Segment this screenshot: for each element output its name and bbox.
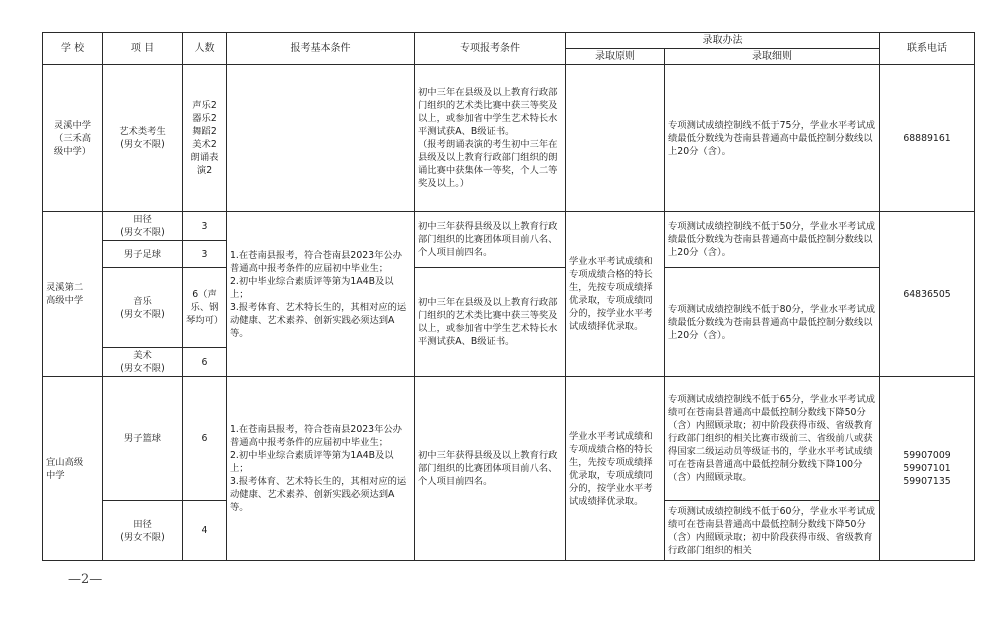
header-admission-principle: 录取原则	[566, 49, 665, 65]
count-cell: 6	[183, 377, 227, 501]
header-phone: 联系电话	[880, 33, 975, 65]
project-cell: 男子足球	[103, 241, 183, 268]
phone-cell: 68889161	[880, 65, 975, 212]
count-cell: 4	[183, 501, 227, 561]
special-conditions-cell: 初中三年获得县级及以上教育行政部门组织的比赛团体项目前八名、个人项目前四名。	[415, 377, 566, 561]
principle-cell	[566, 65, 665, 212]
project-cell: 艺术类考生 (男女不限)	[103, 65, 183, 212]
basic-conditions-cell: 1.在苍南县报考，符合苍南县2023年公办普通高中报考条件的应届初中毕业生； 2.初中毕业综合素质评等第为1A4B及以上； 3.报考体育、艺术特长生的，其相对应的运动健康、艺术素养、创新实践必须达到A等。	[227, 212, 415, 377]
school-name: 宜山高级 中学	[43, 377, 103, 561]
principle-cell: 学业水平考试成绩和专项成绩合格的特长生，先按专项成绩择优录取，专项成绩同分的，按学业水平考试成绩择优录取。	[566, 377, 665, 561]
header-basic-conditions: 报考基本条件	[227, 33, 415, 65]
count-cell: 6	[183, 348, 227, 377]
header-admission-method: 录取办法	[566, 33, 880, 49]
project-cell: 音乐 (男女不限)	[103, 268, 183, 348]
count-cell: 3	[183, 241, 227, 268]
phone-cell: 64836505	[880, 212, 975, 377]
project-cell: 美术 (男女不限)	[103, 348, 183, 377]
school-name: 灵溪中学 （三禾高 级中学）	[43, 65, 103, 212]
special-conditions-cell: 初中三年在县级及以上教育行政部门组织的艺术类比赛中获三等奖及以上，或参加省中学生艺术特长水平测试获A、B级证书。 （报考朗诵表演的考生初中三年在县级及以上教育行政部门组织的朗诵比赛中获集体一等奖，个人二等奖及以上。）	[415, 65, 566, 212]
rules-cell: 专项测试成绩控制线不低于50分，学业水平考试成绩最低分数线为苍南县普通高中最低控制分数线以上20分（含）。	[665, 212, 880, 268]
admission-table	[42, 32, 975, 561]
special-conditions-cell: 初中三年在县级及以上教育行政部门组织的艺术类比赛中获三等奖及以上，或参加省中学生艺术特长水平测试获A、B级证书。	[415, 268, 566, 377]
page-number: —2—	[68, 572, 103, 587]
header-count: 人数	[183, 33, 227, 65]
basic-conditions-cell: 1.在苍南县报考，符合苍南县2023年公办普通高中报考条件的应届初中毕业生； 2.初中毕业综合素质评等第为1A4B及以上； 3.报考体育、艺术特长生的，其相对应的运动健康、艺术素养、创新实践必须达到A等。	[227, 377, 415, 561]
project-cell: 田径 (男女不限)	[103, 212, 183, 241]
rules-cell: 专项测试成绩控制线不低于60分，学业水平考试成绩可在苍南县普通高中最低控制分数线下降50分（含）内照顾录取；初中阶段获得市级、省级教育行政部门组织的相关	[665, 501, 880, 561]
school-name: 灵溪第二 高级中学	[43, 212, 103, 377]
phone-cell: 59907009 59907101 59907135	[880, 377, 975, 561]
header-special-conditions: 专项报考条件	[415, 33, 566, 65]
rules-cell: 专项测试成绩控制线不低于75分，学业水平考试成绩最低分数线为苍南县普通高中最低控制分数线以上20分（含）。	[665, 65, 880, 212]
project-cell: 田径 (男女不限)	[103, 501, 183, 561]
rules-cell: 专项测试成绩控制线不低于65分，学业水平考试成绩可在苍南县普通高中最低控制分数线下降50分（含）内照顾录取；初中阶段获得市级、省级教育行政部门组织的相关比赛市级前三、省级前八或获得国家二级运动员等级证书的，学业水平考试成绩可在苍南县普通高中最低控制分数线下降100分（含）内照顾录取。	[665, 377, 880, 501]
count-cell: 3	[183, 212, 227, 241]
header-school: 学 校	[43, 33, 103, 65]
rules-cell: 专项测试成绩控制线不低于80分，学业水平考试成绩最低分数线为苍南县普通高中最低控制分数线以上20分（含）。	[665, 268, 880, 377]
header-admission-rules: 录取细则	[665, 49, 880, 65]
count-cell: 6（声乐、钢琴均可）	[183, 268, 227, 348]
special-conditions-cell: 初中三年获得县级及以上教育行政部门组织的比赛团体项目前八名、个人项目前四名。	[415, 212, 566, 268]
basic-conditions-cell	[227, 65, 415, 212]
header-project: 项 目	[103, 33, 183, 65]
principle-cell: 学业水平考试成绩和专项成绩合格的特长生，先按专项成绩择优录取，专项成绩同分的，按学业水平考试成绩择优录取。	[566, 212, 665, 377]
count-cell: 声乐2 器乐2 舞蹈2 美术2 朗诵表 演2	[183, 65, 227, 212]
project-cell: 男子篮球	[103, 377, 183, 501]
